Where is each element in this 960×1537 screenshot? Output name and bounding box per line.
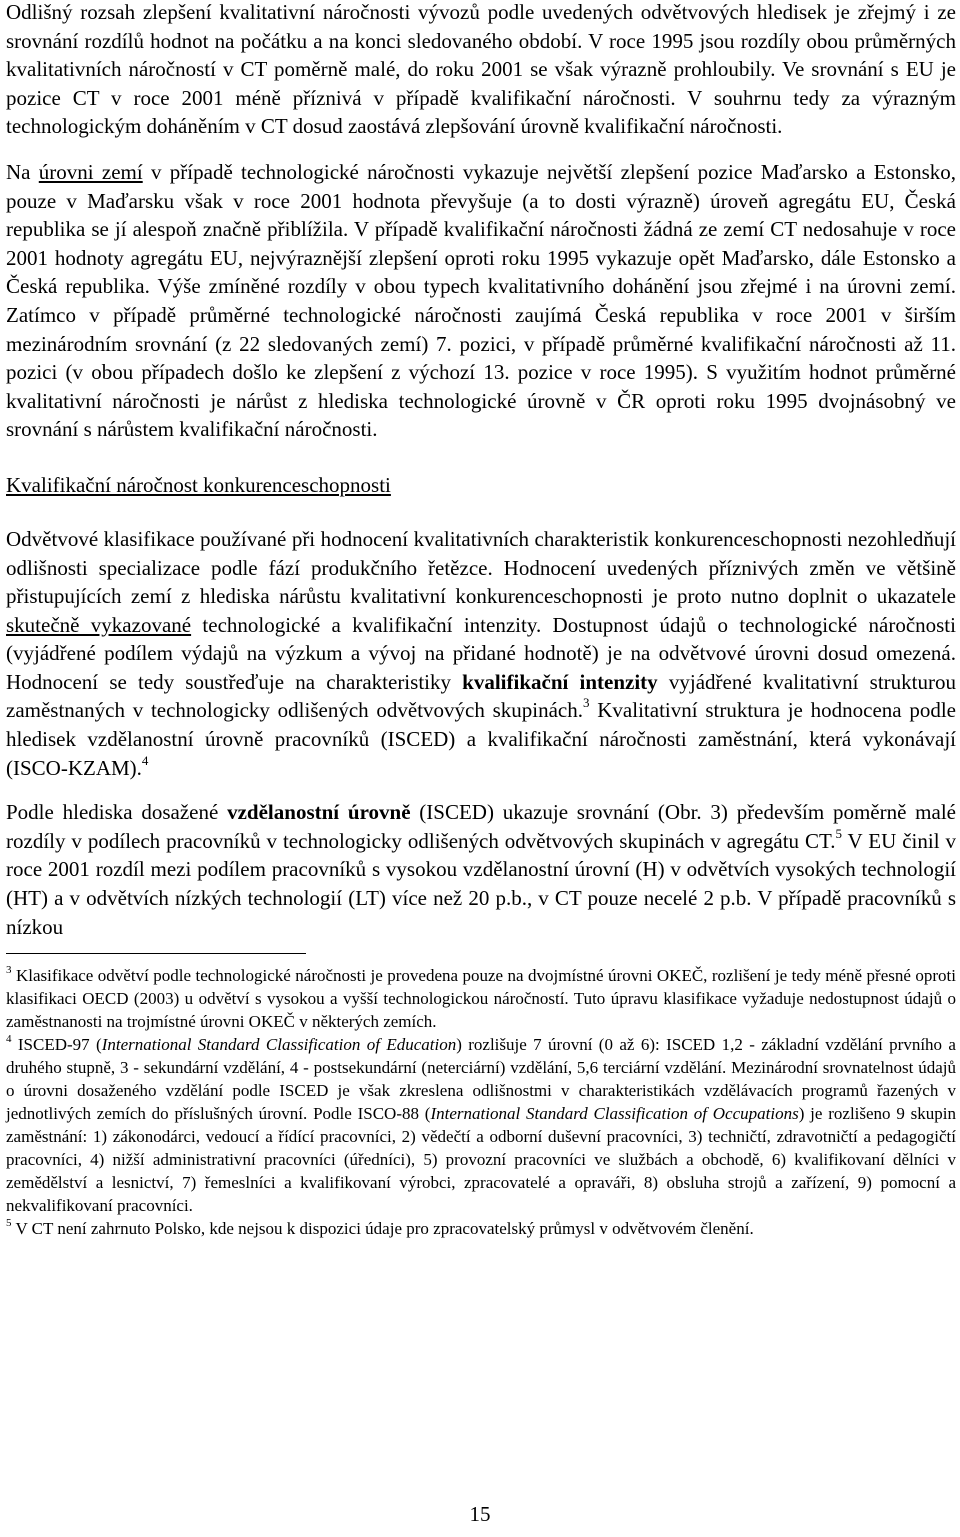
footnote-4-part-c: ) je rozlišeno 9 skupin zaměstnání: 1) zákonodárci, vedoucí a řídící pracovníci, 2) vědečtí a odborní duševní pracovníci, 3) techničtí, zdravotničtí a pedagogičtí pracovníci, 4) nižší administrativní pracovníci (úředníci), 5) provozní pracovníci ve službách a obchodě, 6) kvalifikovaní dělníci v zemědělství a lesnictví, 7) řemeslníci a kvalifikovaní výrobci, zpracovatelé a opraváři, 8) obsluha strojů a zařízení, 9) pomocní a nekvalifikovaní pracovníci. (6, 1104, 956, 1216)
paragraph-2 (0, 158, 960, 444)
paragraph-2-rest: v případě technologické náročnosti vykazuje největší zlepšení pozice Maďarsko a Estonsko, pouze v Maďarsku však v roce 2001 hodnota převyšuje (a to dosti výrazně) úroveň agregátu EU, Česká republika se jí alespoň značně přiblížila. V případě kvalifikační náročnosti žádná ze zemí CT nedosahuje v roce 2001 hodnoty agregátu EU, nejvýraznější zlepšení oproti roku 1995 vykazuje opět Maďarsko, dále Estonsko a Česká republika. Výše zmíněné rozdíly v obou typech kvalitativního dohánění jsou zřejmé i na úrovni zemí. Zatímco v případě průměrné technologické náročnosti zaujímá Česká republika v roce 2001 v širším mezinárodním srovnání (z 22 sledovaných zemí) 7. pozici, v případě průměrné kvalifikační náročnosti až 11. pozici (v obou případech došlo ke zlepšení z výchozí 13. pozice v roce 1995). S využitím hodnot průměrné kvalitativní náročnosti je nárůst z hlediska technologické úrovně v ČR oproti roku 1995 dvojnásobný ve srovnání s nárůstem kvalifikační náročnosti. (6, 159, 956, 442)
footnote-4-number: 4 (6, 1032, 12, 1045)
footnote-separator (6, 953, 306, 954)
paragraph-3-part-d: Kvalitativní struktura je hodnocena podle hledisek vzdělanostní úrovně pracovníků (ISCED) a kvalifikační náročnosti zaměstnání, která vykonávají (ISCO-KZAM). (6, 698, 956, 780)
paragraph-4-part-c: V EU činil v roce 2001 rozdíl mezi podílem pracovníků s vysokou vzdělanostní úrovní (H) v odvětvích vysokých technologií (HT) a v odvětvích nízkých technologií (LT) více než 20 p.b., v CT pouze necelé 2 p.b. V případě pracovníků s nízkou (6, 828, 956, 939)
paragraph-3-part-c: vyjádřené kvalitativní strukturou zaměstnaných v technologicky odlišených odvětvových skupinách. (6, 669, 956, 723)
footnote-4-isced-title: International Standard Classification of Education (101, 1035, 457, 1055)
page-number: 15 (469, 1502, 491, 1526)
footnote-ref-3: 3 (583, 695, 590, 711)
paragraph-3-part-a: Odvětvové klasifikace používané při hodnocení kvalitativních charakteristik konkurenceschopnosti nezohledňují odlišnosti specializace podle fází produkčního řetězce. Hodnocení uvedených příznivých změn ve většině přistupujících zemí z hlediska nárůstu kvalitativní konkurenceschopnosti je proto nutno doplnit o ukazatele (6, 526, 956, 609)
paragraph-2-start: Na (6, 159, 39, 184)
paragraph-3 (0, 525, 960, 782)
footnote-4-isco-title: International Standard Classification of Occupations (430, 1104, 799, 1124)
paragraph-4-part-a: Podle hlediska dosažené (6, 800, 228, 825)
footnote-3 (0, 964, 960, 1033)
section-heading: Kvalifikační náročnost konkurenceschopnosti (6, 472, 391, 497)
paragraph-3-part-b: technologické a kvalifikační intenzity. Dostupnost údajů o technologické náročnosti (vyjádřené podílem výdajů na výzkum a vývoj na přidané hodnotě) je na odvětvové úrovni dosud omezená. Hodnocení se tedy soustřeďuje na charakteristiky (6, 612, 956, 694)
footnote-5-number: 5 (6, 1216, 12, 1229)
bold-phrase-vzdelanostni-urovne: vzdělanostní úrovně (227, 800, 411, 825)
footnote-ref-4: 4 (141, 752, 149, 768)
footnote-3-number: 3 (6, 963, 12, 976)
footnote-4-part-b: ) rozlišuje 7 úrovní (0 až 6): ISCED 1,2 - základní vzdělání prvního a druhého stupně, 3 - sekundární vzdělání, 4 - postsekundární (neterciární) vzdělání, 5,6 terciární vzdělání. Mezinárodní srovnatelnost údajů o úrovni dosaženého vzdělání podle ISCED je však zkreslena odlišnostmi v charakteristikách vzdělávacích programů řazených v jednotlivých zemích do příslušných úrovní. Podle ISCO-88 ( (6, 1035, 956, 1124)
footnote-5 (0, 1217, 960, 1240)
paragraph-4-part-b: (ISCED) ukazuje srovnání (Obr. 3) především poměrně malé rozdíly v podílech pracovníků v technologicky odlišených odvětvových skupinách v agregátu CT. (6, 800, 956, 853)
underlined-phrase-skutecne: skutečně vykazované (6, 612, 192, 637)
bold-phrase-kvalifikacni-intenzity: kvalifikační intenzity (462, 669, 658, 694)
footnote-4-part-a: ISCED-97 ( (11, 1035, 102, 1055)
underlined-phrase-urovni-zemi: úrovni zemí (38, 159, 143, 184)
footnote-3-text: Klasifikace odvětví podle technologické náročnosti je provedena pouze na dvojmístné úrovni OKEČ, rozlišení je tedy méně přesné oproti klasifikaci OECD (2003) u odvětví s vysokou a vyšší technologickou náročností. Tuto úpravu klasifikace vyžaduje nedostupnost údajů o zaměstnanosti na trojmístné úrovni OKEČ v některých zemích. (6, 966, 956, 1032)
footnotes (0, 964, 960, 1240)
paragraph-4 (0, 798, 960, 941)
paragraph-1: Odlišný rozsah zlepšení kvalitativní náročnosti vývozů podle uvedených odvětvových hledisek je zřejmý i ze srovnání rozdílů hodnot na počátku a na konci sledovaného období. V roce 1995 jsou rozdíly obou průměrných kvalitativních náročností v CT poměrně malé, do roku 2001 se však výrazně prohloubily. Ve srovnání s EU je pozice CT v roce 2001 méně příznivá v případě kvalifikační náročnosti. V souhrnu tedy za výrazným technologickým doháněním v CT dosud zaostává zlepšování úrovně kvalifikační náročnosti. (6, 0, 956, 139)
footnote-5-text: V CT není zahrnuto Polsko, kde nejsou k dispozici údaje pro zpracovatelský průmysl v odvětvovém členění. (11, 1219, 754, 1239)
footnote-ref-5: 5 (835, 825, 842, 841)
footnote-4 (0, 1033, 960, 1217)
